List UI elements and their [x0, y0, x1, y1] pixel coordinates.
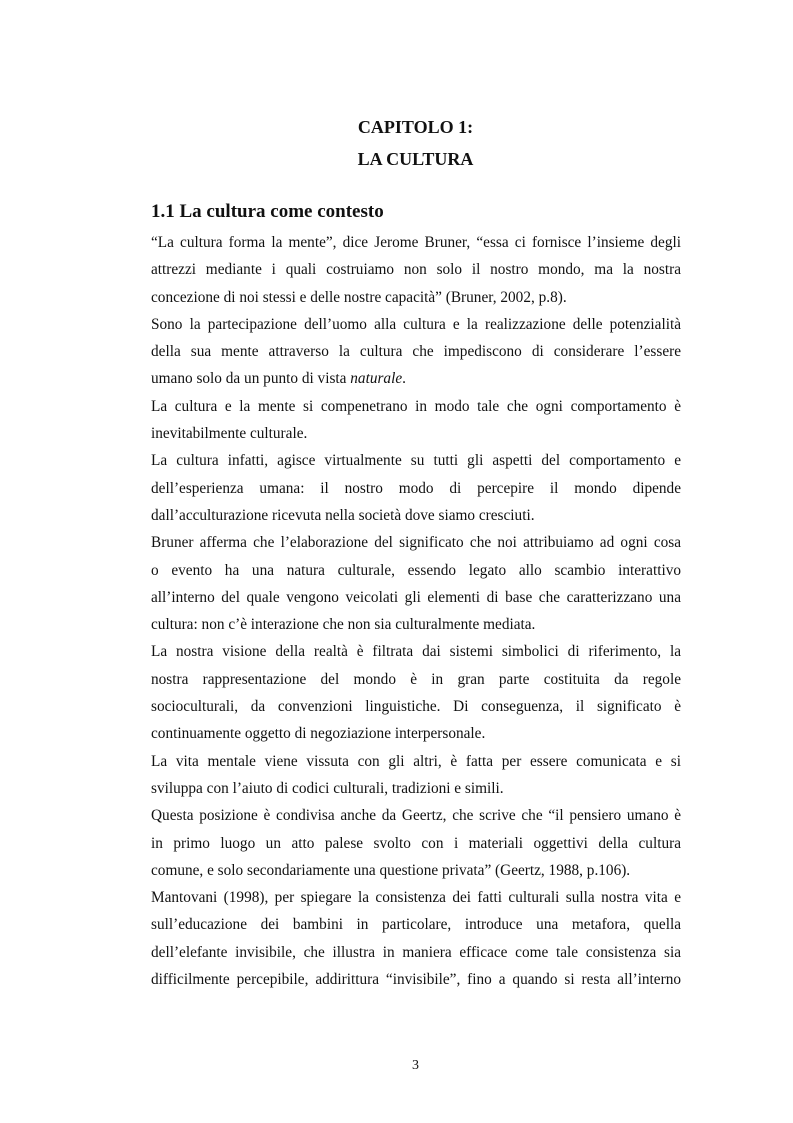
- text-line: [151, 475, 681, 502]
- text-line: [151, 529, 681, 556]
- text-line: [151, 693, 681, 720]
- text-line: [151, 365, 681, 392]
- text-line: [151, 666, 681, 693]
- text-line-content: cultura: non c’è interazione che non sia culturalmente mediata.: [151, 616, 536, 634]
- text-line: [151, 229, 681, 256]
- text-line: [151, 502, 681, 529]
- text-line: [151, 720, 681, 747]
- text-line: [151, 748, 681, 775]
- text-line: [151, 311, 681, 338]
- italic-term: naturale: [350, 370, 403, 388]
- text-line-content: Mantovani (1998), per spiegare la consistenza dei fatti culturali sulla nostra vita e: [151, 889, 681, 907]
- text-line-content: “La cultura forma la mente”, dice Jerome Bruner, “essa ci fornisce l’insieme degli: [151, 234, 681, 251]
- text-line: [151, 393, 681, 420]
- text-line-content: comune, e solo secondariamente una questione privata” (Geertz, 1988, p.106).: [151, 861, 631, 879]
- text-line: [151, 911, 681, 938]
- text-line-content: dell’elefante invisibile, che illustra in maniera efficace come tale consistenza sia: [151, 943, 681, 961]
- text-line-content: dall’acculturazione ricevuta nella società dove siamo cresciuti.: [151, 506, 535, 524]
- text-line-content: inevitabilmente culturale.: [151, 425, 308, 443]
- text-line: [151, 802, 681, 829]
- text-line-content: La cultura e la mente si compenetrano in modo tale che ogni comportamento è: [151, 397, 681, 415]
- text-line: [151, 584, 681, 611]
- text-line: [151, 775, 681, 802]
- text-line: [151, 557, 681, 584]
- text-line: [151, 638, 681, 665]
- text-line: [151, 884, 681, 911]
- text-line: [151, 939, 681, 966]
- body-text: [151, 229, 681, 993]
- text-line-content: La cultura infatti, agisce virtualmente su tutti gli aspetti del comportamento e: [151, 452, 681, 470]
- text-line: [151, 611, 681, 638]
- text-line-content: o evento ha una natura culturale, essendo legato allo scambio interattivo: [151, 561, 681, 579]
- text-line: [151, 338, 681, 365]
- text-line-content: umano solo da un punto di vista: [151, 370, 351, 388]
- text-line: [151, 830, 681, 857]
- text-line: [151, 284, 681, 311]
- text-line: [151, 857, 681, 884]
- section-heading: 1.1 La cultura come contesto: [151, 201, 384, 222]
- text-line-content: Bruner afferma che l’elaborazione del significato che noi attribuiamo ad ogni cosa: [151, 534, 681, 552]
- text-line-content: della sua mente attraverso la cultura che impediscono di considerare l’essere: [151, 343, 681, 361]
- text-line: [151, 256, 681, 283]
- text-line-suffix: .: [402, 370, 406, 388]
- text-line-content: nostra rappresentazione del mondo è in gran parte costituita da regole: [151, 670, 681, 688]
- text-line-content: dell’esperienza umana: il nostro modo di percepire il mondo dipende: [151, 479, 681, 497]
- text-line-content: sull’educazione dei bambini in particolare, introduce una metafora, quella: [151, 916, 681, 934]
- text-line-content: attrezzi mediante i quali costruiamo non solo il nostro mondo, ma la nostra: [151, 261, 681, 279]
- text-line: [151, 966, 681, 993]
- text-line-content: in primo luogo un atto palese svolto con i materiali oggettivi della cultura: [151, 834, 681, 852]
- page-number: 3: [412, 1058, 419, 1073]
- text-line-content: sviluppa con l’aiuto di codici culturali, tradizioni e simili.: [151, 779, 504, 797]
- text-line-content: Questa posizione è condivisa anche da Geertz, che scrive che “il pensiero umano è: [151, 807, 681, 825]
- chapter-number: CAPITOLO 1:: [357, 117, 474, 137]
- text-line-content: all’interno del quale vengono veicolati gli elementi di base che caratterizzano una: [151, 588, 681, 606]
- text-line-content: concezione di noi stessi e delle nostre capacità” (Bruner, 2002, p.8).: [151, 288, 567, 306]
- text-line-content: socioculturali, da convenzioni linguistiche. Di conseguenza, il significato è: [151, 698, 681, 716]
- text-line-content: Sono la partecipazione dell’uomo alla cultura e la realizzazione delle potenzialità: [151, 315, 681, 333]
- text-line-content: La nostra visione della realtà è filtrata dai sistemi simbolici di riferimento, la: [151, 643, 681, 661]
- text-line: [151, 447, 681, 474]
- text-line: [151, 420, 681, 447]
- text-line-content: La vita mentale viene vissuta con gli altri, è fatta per essere comunicata e si: [151, 752, 681, 770]
- chapter-title: LA CULTURA: [357, 149, 474, 169]
- text-line-content: continuamente oggetto di negoziazione interpersonale.: [151, 725, 486, 743]
- text-line-content: difficilmente percepibile, addirittura “invisibile”, fino a quando si resta all’interno: [151, 971, 681, 989]
